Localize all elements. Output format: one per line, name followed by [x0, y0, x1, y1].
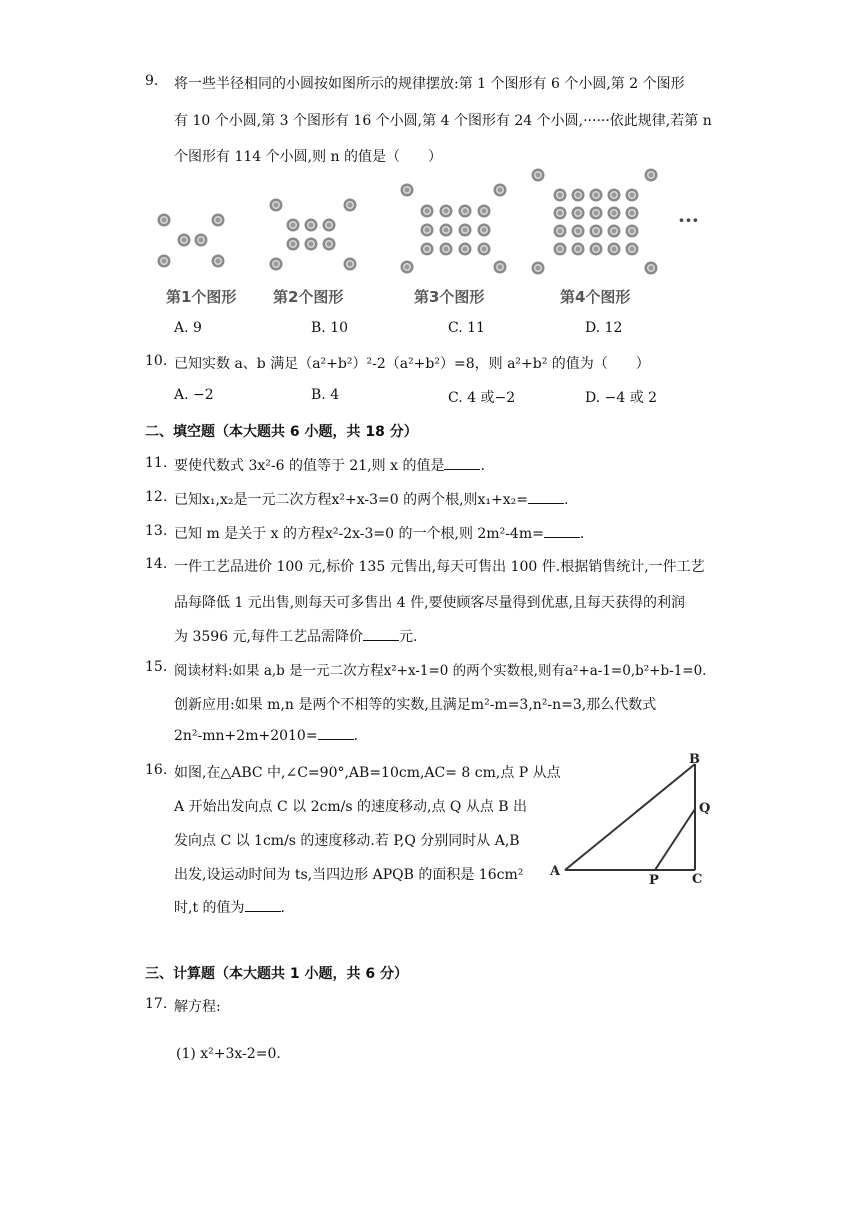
q9-circle-pattern-figure	[0, 168, 860, 298]
q12-number: 12.	[145, 489, 168, 505]
label-b: B	[689, 752, 700, 767]
q12-text-b: .	[564, 492, 569, 508]
side-ab	[565, 764, 695, 870]
q16-line3: 发向点 C 以 1cm/s 的速度移动.若 P,Q 分别同时从 A,B	[174, 833, 520, 849]
q14-number: 14.	[145, 556, 168, 572]
q16-line1: 如图,在△ABC 中,∠C=90°,AB=10cm,AC= 8 cm,点 P 从点	[174, 765, 561, 781]
q16-line4: 出发,设运动时间为 ts,当四边形 APQB 的面积是 16cm²	[174, 867, 524, 883]
q16-answer-blank[interactable]	[245, 899, 281, 912]
q16-line2: A 开始出发向点 C 以 2cm/s 的速度移动,点 Q 从点 B 出	[174, 799, 528, 815]
q11-number: 11.	[145, 455, 168, 471]
fig-label-4: 第4个图形	[560, 288, 631, 306]
q9-option-d[interactable]: D. 12	[585, 320, 623, 336]
q9-ellipsis: ···	[678, 208, 699, 232]
q14-line1: 一件工艺品进价 100 元,标价 135 元售出,每天可售出 100 件.根据销售统计,一件工艺	[174, 559, 705, 575]
q9-line2: 有 10 个小圆,第 3 个图形有 16 个小圆,第 4 个图形有 24 个小圆,······依此规律,若第 n	[174, 113, 712, 129]
q17-number: 17.	[145, 996, 168, 1012]
q15-line1: 阅读材料:如果 a,b 是一元二次方程x²+x-1=0 的两个实数根,则有a²+a-1=0,b²+b-1=0.	[174, 663, 707, 679]
q14-line2: 品每降低 1 元出售,则每天可多售出 4 件,要使顾客尽量得到优惠,且每天获得的利润	[174, 595, 685, 611]
q12-text-a: 已知x₁,x₂是一元二次方程x²+x-3=0 的两个根,则x₁+x₂=	[174, 492, 529, 508]
q15-line3-b: .	[353, 728, 359, 744]
q16-number: 16.	[145, 762, 168, 778]
figure-2-circles	[270, 199, 357, 271]
q12-text	[174, 489, 568, 509]
q12-answer-blank[interactable]	[528, 491, 564, 504]
q17-text: 解方程:	[174, 999, 221, 1015]
q10-option-b[interactable]: B. 4	[311, 387, 340, 403]
q13-number: 13.	[145, 523, 168, 539]
q11-answer-blank[interactable]	[444, 457, 480, 470]
section-fill-in-title: 二、填空题（本大题共 6 小题，共 18 分）	[145, 424, 418, 440]
q14-line3	[174, 626, 417, 646]
q9-option-a[interactable]: A. 9	[174, 320, 202, 336]
figure-4-circles	[532, 169, 658, 275]
q11-text-b: .	[480, 458, 485, 474]
label-c: C	[692, 872, 703, 887]
q10-option-a[interactable]: A. −2	[174, 387, 214, 403]
q15-answer-blank[interactable]	[318, 727, 354, 740]
q14-line3-a: 为 3596 元,每件工艺品需降价	[174, 629, 363, 645]
q15-line2: 创新应用:如果 m,n 是两个不相等的实数,且满足m²-m=3,n²-n=3,那么代数式	[174, 697, 657, 713]
q17-sub1: (1) x²+3x-2=0.	[176, 1046, 281, 1062]
q11-text	[174, 455, 485, 475]
q15-line3-a: 2n²-mn+2m+2010=	[174, 728, 318, 744]
q16-line5	[174, 897, 285, 917]
q16-line5-b: .	[280, 900, 285, 916]
q14-answer-blank[interactable]	[363, 628, 399, 641]
q10-text: 已知实数 a、b 满足（a²+b²）²-2（a²+b²）=8，则 a²+b² 的值为（ ）	[174, 356, 650, 372]
q15-number: 15.	[145, 659, 168, 675]
q10-option-d[interactable]: D. −4 或 2	[585, 390, 658, 406]
q13-answer-blank[interactable]	[544, 525, 580, 538]
q9-option-b[interactable]: B. 10	[311, 320, 349, 336]
q11-text-a: 要使代数式 3x²-6 的值等于 21,则 x 的值是	[174, 458, 445, 474]
q10-option-c[interactable]: C. 4 或−2	[448, 390, 516, 406]
q13-text-b: .	[579, 526, 585, 542]
figure-3-circles	[401, 184, 507, 274]
q16-line5-a: 时,t 的值为	[174, 900, 245, 916]
segment-pq	[655, 809, 695, 870]
q9-option-c[interactable]: C. 11	[448, 320, 485, 336]
q13-text-a: 已知 m 是关于 x 的方程x²-2x-3=0 的一个根,则 2m²-4m=	[174, 526, 544, 542]
label-q: Q	[699, 801, 711, 816]
q9-line3: 个图形有 114 个小圆,则 n 的值是（ ）	[174, 149, 442, 165]
label-a: A	[550, 864, 561, 879]
q14-line3-b: 元.	[398, 629, 418, 645]
q9-line1: 将一些半径相同的小圆按如图所示的规律摆放:第 1 个图形有 6 个小圆,第 2 个图形	[174, 76, 685, 92]
q9-number: 9.	[145, 73, 159, 89]
q13-text	[174, 523, 584, 543]
figure-1-circles	[158, 214, 225, 268]
fig-label-2: 第2个图形	[273, 288, 344, 306]
section-calc-title: 三、计算题（本大题共 1 小题，共 6 分）	[145, 966, 408, 982]
q16-triangle-figure	[545, 752, 725, 892]
fig-label-3: 第3个图形	[414, 288, 485, 306]
label-p: P	[649, 873, 659, 888]
q10-number: 10.	[145, 353, 168, 369]
fig-label-1: 第1个图形	[166, 288, 237, 306]
q15-line3	[174, 727, 358, 744]
